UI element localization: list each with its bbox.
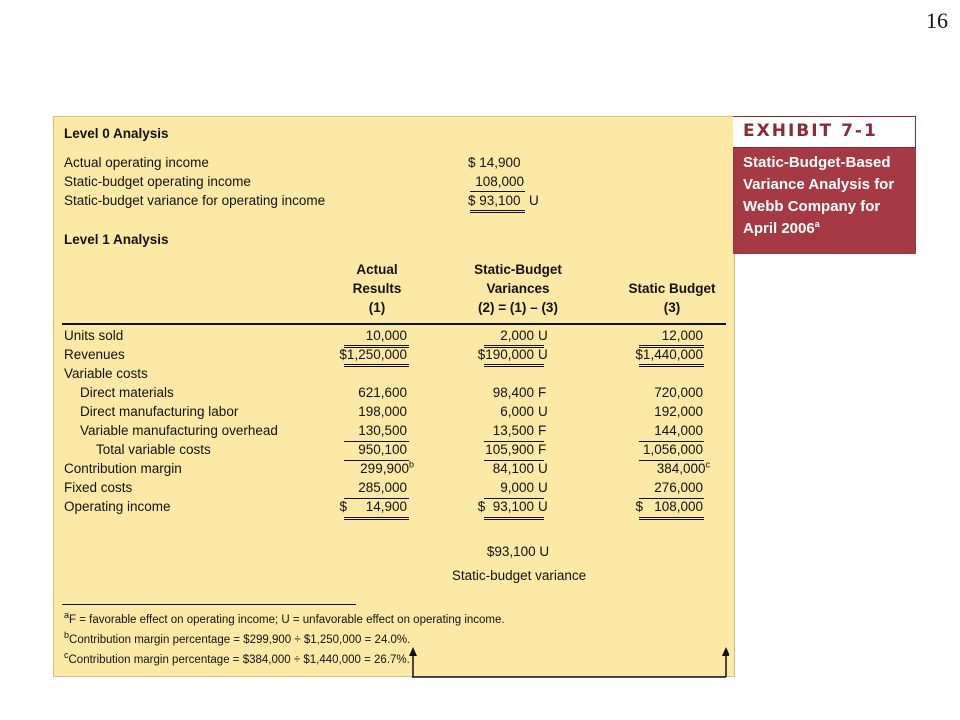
budget-value: 384,000$^c$	[656, 459, 710, 476]
budget-value: 12,000	[661, 328, 703, 343]
budget-value: 720,000	[654, 385, 703, 400]
exhibit-label: EXHIBIT 7-1	[733, 116, 916, 148]
variance-caption: Static-budget variance	[451, 568, 587, 583]
footnote: $^b$Contribution margin percentage = $299,900 ÷ $1,250,000 = 24.0%.	[64, 630, 411, 646]
variance-value: $190,000	[477, 347, 534, 362]
variance-flag: U	[538, 347, 548, 362]
exhibit-panel	[53, 116, 735, 677]
actual-value: 285,000	[358, 480, 407, 495]
row-label: Direct materials	[80, 385, 174, 400]
row-label: Total variable costs	[96, 442, 211, 457]
row-label: Fixed costs	[64, 480, 133, 495]
underline	[639, 460, 704, 461]
double-underline	[344, 345, 409, 348]
variance-flag: U	[538, 461, 548, 476]
level0-label: Actual operating income	[64, 155, 209, 170]
row-label: Units sold	[64, 328, 124, 343]
exhibit-title: Static-Budget-Based Variance Analysis for Webb Company for April 2006$^a$	[733, 148, 916, 254]
double-underline	[639, 364, 704, 367]
variance-value: 98,400	[492, 385, 534, 400]
budget-value: 144,000	[654, 423, 703, 438]
row-label: Contribution margin	[64, 461, 182, 476]
underline	[344, 460, 409, 461]
double-underline	[484, 517, 544, 520]
level0-value: $ 14,900	[468, 155, 521, 170]
double-underline	[639, 517, 704, 520]
double-underline	[344, 517, 409, 520]
variance-value: 2,000	[500, 328, 534, 343]
actual-value: 198,000	[358, 404, 407, 419]
variance-arrows	[409, 647, 729, 687]
actual-value: 130,500	[358, 423, 407, 438]
actual-value: 950,100	[358, 442, 407, 457]
variance-flag: F	[538, 423, 547, 438]
underline	[484, 498, 544, 499]
variance-value: 6,000	[500, 404, 534, 419]
actual-value: 621,600	[358, 385, 407, 400]
underline	[344, 441, 409, 442]
budget-value: 1,056,000	[642, 442, 703, 457]
row-label: Operating income	[64, 499, 171, 514]
budget-value: $ 108,000	[635, 499, 703, 514]
double-underline	[344, 364, 409, 367]
level0-label: Static-budget operating income	[64, 174, 251, 189]
budget-value: $1,440,000	[635, 347, 703, 362]
variance-flag: F	[538, 385, 547, 400]
variance-value: 84,100	[492, 461, 534, 476]
col-header-actual: Actual	[356, 262, 398, 277]
variance-flag: U	[538, 404, 548, 419]
double-underline	[484, 345, 544, 348]
variance-value: 13,500	[492, 423, 534, 438]
slide-number: 16	[926, 8, 948, 33]
variance-flag: U	[538, 499, 548, 514]
col-header-variance: Static-Budget	[474, 262, 562, 277]
variance-flag: U	[538, 480, 548, 495]
underline	[484, 460, 544, 461]
level0-flag: U	[529, 193, 539, 208]
double-underline	[484, 364, 544, 367]
col-header-budget: Static Budget	[628, 281, 716, 296]
actual-value: 299,900$^b$	[360, 459, 414, 476]
underline	[484, 441, 544, 442]
actual-value: $ 14,900	[339, 499, 407, 514]
total-variance: $93,100 U	[486, 544, 550, 559]
variance-value: $ 93,100	[477, 499, 534, 514]
col-header-variance: Variances	[486, 281, 550, 296]
budget-value: 192,000	[654, 404, 703, 419]
row-label: Variable costs	[64, 366, 148, 381]
variance-value: 105,900	[485, 442, 534, 457]
col-header-budget: (3)	[663, 300, 681, 315]
row-label: Direct manufacturing labor	[80, 404, 239, 419]
level1-heading: Level 1 Analysis	[64, 232, 169, 247]
col-header-variance: (2) = (1) – (3)	[478, 300, 558, 315]
double-underline	[639, 345, 704, 348]
footnote: $^c$Contribution margin percentage = $384,000 ÷ $1,440,000 = 26.7%.	[64, 650, 410, 666]
actual-value: 10,000	[365, 328, 407, 343]
underline	[639, 498, 704, 499]
level0-heading: Level 0 Analysis	[64, 126, 169, 141]
actual-value: $1,250,000	[339, 347, 407, 362]
footnote: $^a$F = favorable effect on operating income; U = unfavorable effect on operating income.	[64, 610, 505, 626]
row-label: Variable manufacturing overhead	[80, 423, 278, 438]
variance-value: 9,000	[500, 480, 534, 495]
underline	[639, 441, 704, 442]
level0-label: Static-budget variance for operating income	[64, 193, 326, 208]
level0-value: 108,000	[475, 174, 524, 189]
level0-value: $ 93,100	[468, 193, 521, 208]
variance-flag: F	[538, 442, 547, 457]
variance-flag: U	[538, 328, 548, 343]
underline	[344, 498, 409, 499]
col-header-actual: (1)	[368, 300, 386, 315]
row-label: Revenues	[64, 347, 125, 362]
budget-value: 276,000	[654, 480, 703, 495]
col-header-actual: Results	[352, 281, 402, 296]
